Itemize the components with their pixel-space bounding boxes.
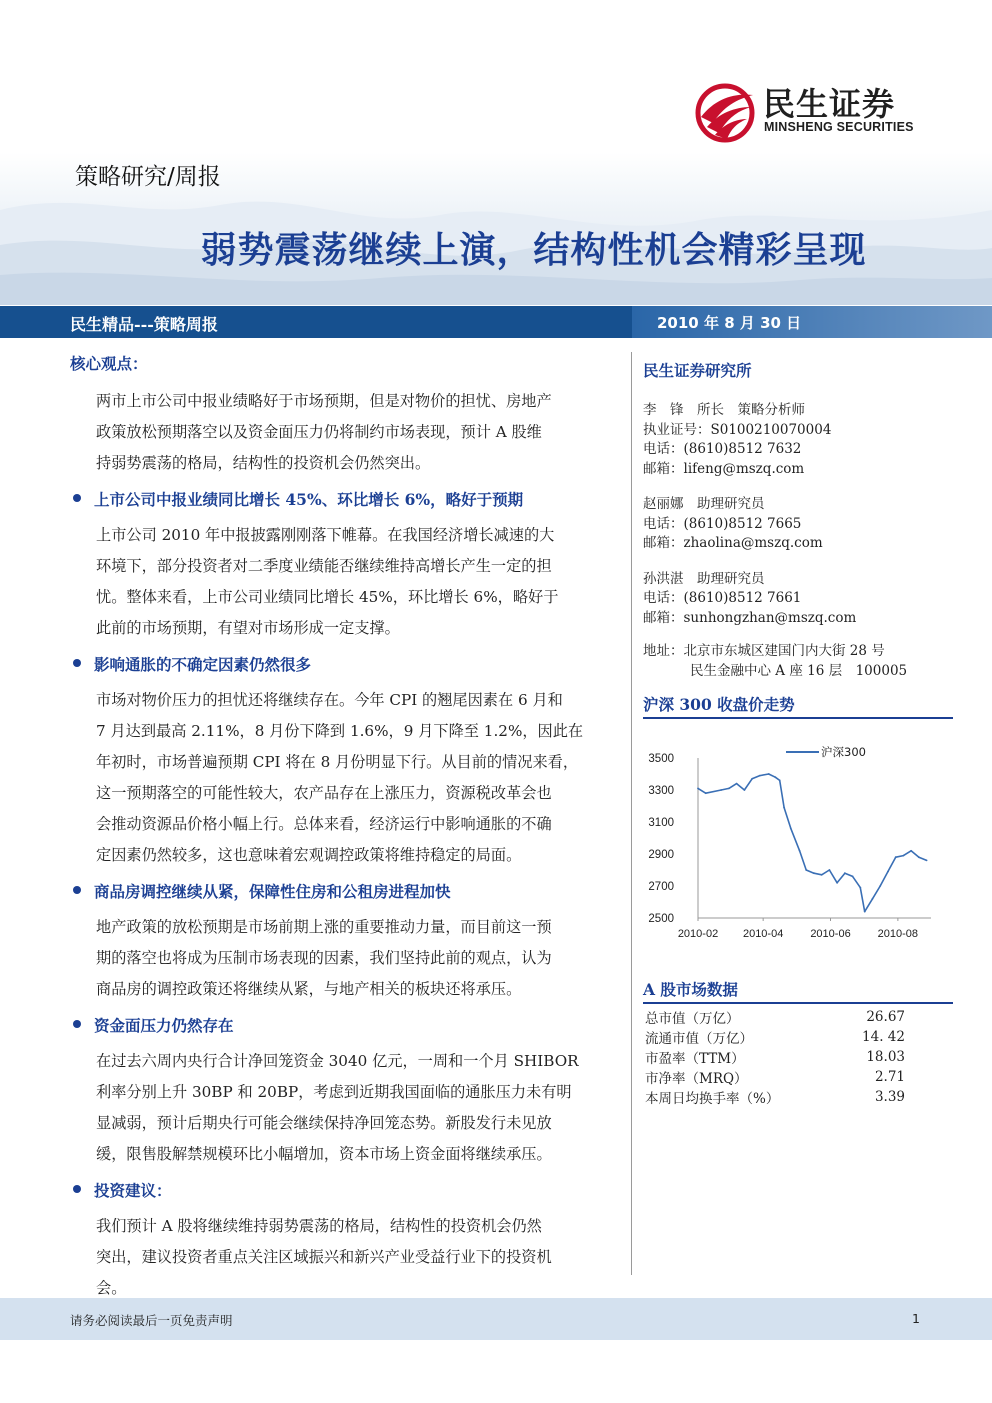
column-divider (631, 352, 632, 1275)
market-data-title: A 股市场数据 (643, 978, 953, 1004)
section-line: 忧。整体来看，上市公司业绩同比增长 45%，环比增长 6%，略好于 (96, 588, 559, 606)
csi300-data-point (821, 874, 823, 876)
disclaimer-text: 请务必阅读最后一页免责声明 (70, 1313, 233, 1328)
y-tick-label: 2900 (648, 849, 674, 861)
csi300-data-point (768, 773, 770, 775)
section-line: 7 月达到最高 2.11%，8 月份下降到 1.6%，9 月下降至 1.2%，因此在 (96, 722, 584, 740)
csi300-data-point (805, 869, 807, 871)
market-value: 14. 42 (862, 1029, 905, 1045)
y-tick-label: 3100 (648, 817, 674, 829)
series-band (0, 306, 992, 338)
section-body (70, 685, 615, 871)
analyst-line: 邮箱：lifeng@mszq.com (643, 460, 805, 477)
market-value: 2.71 (874, 1069, 905, 1085)
section-line: 期的落空也将成为压制市场表现的因素，我们坚持此前的观点，认为 (96, 949, 552, 967)
csi300-data-point (887, 871, 889, 873)
legend-label: 沪深300 (821, 745, 866, 759)
section-line: 地产政策的放松预期是市场前期上涨的重要推动力量，而目前这一预 (96, 918, 552, 936)
main-column (70, 352, 615, 1304)
analyst-block (643, 570, 953, 629)
analyst-block (643, 495, 953, 554)
section-title (70, 488, 615, 510)
section-line: 突出，建议投资者重点关注区域振兴和新兴产业受益行业下的投资机 (96, 1248, 552, 1266)
logo-name-cn: 民生证券 (763, 85, 896, 123)
x-tick-label: 2010-06 (810, 928, 851, 940)
page-number: 1 (912, 1311, 920, 1326)
sidebar (643, 352, 953, 719)
section-line: 上市公司 2010 年中报披露刚刚落下帷幕。在我国经济增长减速的大 (96, 526, 555, 544)
institute-name: 民生证券研究所 (643, 361, 752, 380)
section-line: 此前的市场预期，有望对市场形成一定支撑。 (96, 619, 400, 637)
y-tick-label: 2500 (648, 913, 674, 925)
minsheng-logo-icon (693, 79, 757, 143)
y-tick-label: 3500 (648, 753, 674, 765)
section-title-text: 投资建议： (94, 1181, 172, 1200)
bullet-icon (73, 659, 81, 667)
market-value: 26.67 (866, 1009, 905, 1025)
core-view-body (70, 386, 615, 479)
section-line: 缓，限售股解禁规模环比小幅增加，资本市场上资金面将继续承压。 (96, 1145, 552, 1163)
section-line: 市场对物价压力的担忧还将继续存在。今年 CPI 的翘尾因素在 6 月和 (96, 691, 563, 709)
minsheng-logo (693, 75, 933, 145)
csi300-data-point (918, 856, 920, 858)
analyst-line: 孙洪湛 助理研究员 (643, 570, 765, 587)
section-title-text: 上市公司中报业绩同比增长 45%、环比增长 6%，略好于预期 (94, 490, 524, 509)
section-title-text: 资金面压力仍然存在 (94, 1016, 234, 1035)
analyst-line: 邮箱：sunhongzhan@mszq.com (643, 609, 857, 626)
market-label: 市净率（MRQ） (645, 1071, 748, 1087)
analyst-line: 电话：(8610)8512 7661 (643, 590, 802, 606)
section-body (70, 912, 615, 1005)
report-date: 2010 年 8 月 30 日 (657, 314, 802, 332)
series-name: 民生精品---策略周报 (70, 315, 218, 334)
address-block (643, 642, 953, 681)
bullet-icon (73, 494, 81, 502)
analyst-line: 邮箱：zhaolina@mszq.com (643, 535, 823, 551)
x-tick-label: 2010-04 (742, 928, 784, 940)
table-row (643, 1007, 953, 1027)
csi300-data-point (728, 788, 730, 790)
analyst-line: 李 锋 所长 策略分析师 (643, 402, 805, 418)
x-tick-label: 2010-02 (677, 928, 719, 940)
csi300-data-point (872, 898, 874, 900)
csi300-data-point (759, 775, 761, 777)
csi300-data-point (783, 807, 785, 809)
csi300-data-point (813, 872, 815, 874)
market-label: 总市值（万亿） (645, 1011, 740, 1027)
core-line: 持弱势震荡的格局，结构性的投资机会仍然突出。 (96, 454, 431, 472)
section-title-text: 影响通胀的不确定因素仍然很多 (94, 655, 312, 674)
section-line: 年初时，市场普遍预期 CPI 将在 8 月份明显下行。从目前的情况来看， (96, 753, 579, 771)
market-label: 流通市值（万亿） (645, 1031, 753, 1047)
section-line: 商品房的调控政策还将继续从紧，与地产相关的板块还将承压。 (96, 980, 522, 998)
section-line: 这一预期落空的可能性较大，农产品存在上涨压力，资源税改革会也 (96, 784, 552, 802)
y-tick-label: 3300 (648, 785, 674, 797)
csi300-data-point (910, 850, 912, 852)
section-title-text: 商品房调控继续从紧，保障性住房和公租房进程加快 (94, 882, 451, 901)
section-line: 环境下，部分投资者对二季度业绩能否继续维持高增长产生一定的担 (96, 557, 552, 575)
chart-title: 沪深 300 收盘价走势 (643, 693, 953, 719)
table-row (643, 1027, 953, 1047)
table-row (643, 1067, 953, 1087)
y-tick-label: 2700 (648, 881, 674, 893)
csi300-data-point (859, 887, 861, 889)
csi300-data-point (864, 911, 866, 913)
section-title (70, 1179, 615, 1201)
report-header (0, 0, 992, 305)
csi300-chart-svg (643, 738, 953, 948)
csi300-data-point (705, 792, 707, 794)
csi300-data-point (751, 778, 753, 780)
market-data (643, 978, 953, 1107)
csi300-data-point (743, 789, 745, 791)
section-body (70, 1211, 615, 1304)
table-row (643, 1047, 953, 1067)
csi300-data-point (829, 869, 831, 871)
analyst-line: 电话：(8610)8512 7632 (643, 441, 802, 457)
analyst-line: 执业证号：S0100210070004 (643, 421, 832, 438)
market-table (643, 1007, 953, 1107)
section-line: 利率分别上升 30BP 和 20BP，考虑到近期我国面临的通胀压力未有明 (96, 1083, 572, 1101)
analyst-line: 赵丽娜 助理研究员 (643, 496, 765, 512)
csi300-data-point (852, 876, 854, 878)
address-line: 地址：北京市东城区建国门内大街 28 号 (643, 643, 885, 659)
section-line: 会推动资源品价格小幅上行。总体来看，经济运行中影响通胀的不确 (96, 815, 552, 833)
csi300-data-point (879, 885, 881, 887)
csi300-data-point (697, 788, 699, 790)
section-body (70, 520, 615, 644)
csi300-data-point (736, 783, 738, 785)
csi300-data-point (774, 776, 776, 778)
core-line: 两市上市公司中报业绩略好于市场预期，但是对物价的担忧、房地产 (96, 392, 552, 410)
analyst-block (643, 401, 953, 479)
section-title (70, 653, 615, 675)
analyst-line: 电话：(8610)8512 7665 (643, 515, 802, 532)
csi300-data-point (790, 828, 792, 830)
logo-name-en: MINSHENG SECURITIES (764, 120, 914, 134)
section-line: 定因素仍然较多，这也意味着宏观调控政策将维持稳定的局面。 (96, 846, 522, 864)
section-line: 在过去六周内央行合计净回笼资金 3040 亿元，一周和一个月 SHIBOR (96, 1052, 579, 1070)
csi300-data-point (895, 856, 897, 858)
market-label: 市盈率（TTM） (645, 1051, 745, 1067)
bullet-icon (73, 1020, 81, 1028)
csi300-data-point (720, 789, 722, 791)
core-view-heading: 核心观点： (70, 354, 148, 373)
bullet-icon (73, 886, 81, 894)
section-line: 会。 (96, 1279, 127, 1297)
address-line: 民生金融中心 A 座 16 层 100005 (690, 662, 908, 679)
csi300-series-line (698, 774, 927, 912)
section-line: 我们预计 A 股将继续维持弱势震荡的格局，结构性的投资机会仍然 (96, 1217, 542, 1235)
page-footer (0, 1298, 992, 1340)
csi300-data-point (836, 882, 838, 884)
report-title: 弱势震荡继续上演，结构性机会精彩呈现 (200, 230, 867, 271)
csi300-chart (643, 738, 953, 948)
section-line: 显减弱，预计后期央行可能会继续保持净回笼态势。新股发行未见放 (96, 1114, 552, 1132)
csi300-data-point (799, 850, 801, 852)
table-row (643, 1087, 953, 1107)
section-body (70, 1046, 615, 1170)
csi300-data-point (926, 860, 928, 862)
bullet-icon (73, 1185, 81, 1193)
section-title (70, 880, 615, 902)
section-title (70, 1014, 615, 1036)
csi300-data-point (844, 872, 846, 874)
csi300-data-point (902, 855, 904, 857)
csi300-data-point (779, 780, 781, 782)
market-label: 本周日均换手率（%） (645, 1091, 780, 1107)
market-value: 18.03 (866, 1049, 905, 1065)
market-value: 3.39 (874, 1089, 905, 1105)
x-tick-label: 2010-08 (877, 928, 919, 940)
core-line: 政策放松预期落空以及资金面压力仍将制约市场表现，预计 A 股维 (96, 423, 542, 441)
report-type: 策略研究/周报 (75, 164, 221, 190)
